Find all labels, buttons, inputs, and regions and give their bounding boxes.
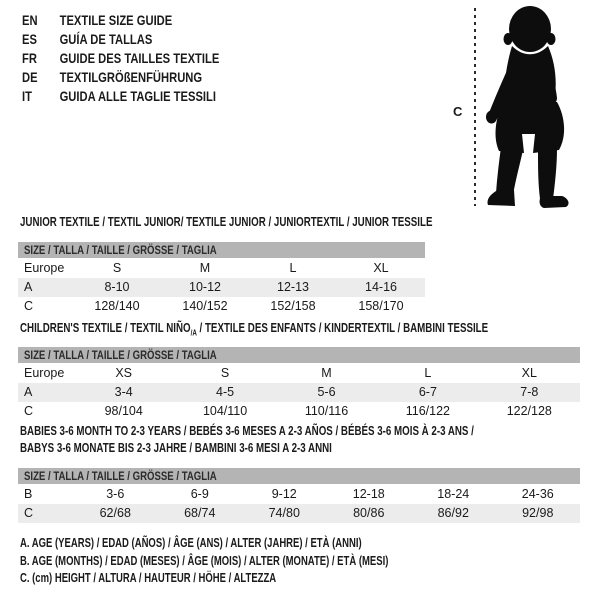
row-label: C bbox=[24, 506, 34, 520]
size-cell: 98/104 bbox=[104, 404, 143, 418]
size-cell: 7-8 bbox=[520, 385, 539, 399]
toddler-leg-right bbox=[538, 148, 557, 199]
size-cell: 62/68 bbox=[99, 506, 131, 520]
language-row bbox=[22, 11, 219, 30]
legend-note-line: A. AGE (YEARS) / EDAD (AÑOS) / ÂGE (ANS) / ALTER (JAHRE) / ETÀ (ANNI) bbox=[20, 536, 362, 550]
size-cell: 68/74 bbox=[184, 506, 216, 520]
language-row bbox=[22, 68, 219, 87]
toddler-foot-left bbox=[487, 190, 515, 206]
legend-notes bbox=[20, 535, 505, 588]
table-row bbox=[18, 259, 425, 278]
table-row bbox=[18, 402, 580, 421]
size-header-bar bbox=[18, 347, 580, 363]
language-code: FR bbox=[22, 50, 37, 66]
size-header-label: SIZE / TALLA / TAILLE / GRÖSSE / TAGLIA bbox=[24, 469, 217, 483]
height-dashed-line bbox=[474, 8, 476, 206]
junior-table-title bbox=[20, 214, 549, 231]
size-cell: S bbox=[220, 366, 230, 380]
language-code: ES bbox=[22, 31, 37, 47]
size-header-bar bbox=[18, 242, 425, 258]
table-title-line bbox=[20, 214, 432, 231]
size-cell: S bbox=[112, 261, 122, 275]
language-row bbox=[22, 87, 219, 106]
height-c-label: C bbox=[453, 104, 463, 119]
size-cell: 92/98 bbox=[522, 506, 554, 520]
language-code: DE bbox=[22, 69, 38, 85]
size-cell: 6-9 bbox=[190, 487, 209, 501]
size-cell: M bbox=[321, 366, 332, 380]
legend-note-line: B. AGE (MONTHS) / EDAD (MESES) / ÂGE (MOIS) / ALTER (MONATE) / ETÀ (MESI) bbox=[20, 553, 389, 568]
table-title-text: CHILDREN'S TEXTILE / TEXTIL NIÑO bbox=[20, 321, 191, 335]
language-row bbox=[22, 49, 219, 68]
table-title-line bbox=[20, 320, 488, 342]
size-cell: 116/122 bbox=[405, 404, 451, 418]
toddler-head bbox=[509, 6, 551, 52]
language-title: TEXTILE SIZE GUIDE bbox=[59, 12, 173, 28]
row-label: A bbox=[24, 385, 33, 399]
size-cell: 122/128 bbox=[506, 404, 552, 418]
size-cell: 12-13 bbox=[277, 280, 309, 294]
language-code: IT bbox=[22, 88, 32, 104]
row-label: Europe bbox=[24, 261, 65, 275]
size-cell: 86/92 bbox=[437, 506, 469, 520]
table-row bbox=[18, 297, 425, 316]
size-cell: 140/152 bbox=[182, 299, 228, 313]
children-size-table bbox=[18, 347, 580, 421]
table-title-line bbox=[20, 423, 474, 440]
size-cell: 12-18 bbox=[352, 487, 385, 501]
size-cell: XL bbox=[373, 261, 389, 275]
language-title: GUÍA DE TALLAS bbox=[59, 31, 153, 47]
toddler-foot-right bbox=[540, 196, 569, 208]
size-cell: 128/140 bbox=[94, 299, 140, 313]
size-cell: 74/80 bbox=[268, 506, 300, 520]
size-header-label: SIZE / TALLA / TAILLE / GRÖSSE / TAGLIA bbox=[24, 348, 217, 362]
table-title-text: /A bbox=[190, 328, 197, 338]
size-cell: 18-24 bbox=[437, 487, 470, 501]
row-label: C bbox=[24, 299, 34, 313]
language-header bbox=[22, 11, 269, 106]
size-cell: XS bbox=[115, 366, 133, 380]
toddler-silhouette-image bbox=[486, 6, 578, 208]
size-cell: M bbox=[199, 261, 211, 275]
table-title-text: JUNIOR TEXTILE / TEXTIL JUNIOR/ TEXTILE JUNIOR / JUNIORTEXTIL / JUNIOR TESSILE bbox=[20, 215, 433, 229]
size-cell: 5-6 bbox=[317, 385, 336, 399]
row-label: Europe bbox=[24, 366, 65, 380]
size-header-label: SIZE / TALLA / TAILLE / GRÖSSE / TAGLIA bbox=[24, 243, 217, 257]
size-cell: 110/116 bbox=[304, 404, 349, 418]
size-cell: 9-12 bbox=[271, 487, 297, 501]
children-table-title bbox=[20, 320, 600, 342]
table-row bbox=[18, 364, 580, 383]
toddler-leg-left bbox=[496, 147, 523, 195]
table-row bbox=[18, 278, 425, 297]
toddler-ear-left bbox=[504, 33, 513, 45]
table-title-text: / TEXTILE DES ENFANTS / KINDERTEXTIL / BAMBINI TESSILE bbox=[196, 321, 489, 335]
language-title: GUIDA ALLE TAGLIE TESSILI bbox=[59, 88, 216, 104]
size-cell: L bbox=[424, 366, 432, 380]
size-cell: 4-5 bbox=[216, 385, 235, 399]
size-cell: 24-36 bbox=[521, 487, 554, 501]
size-cell: L bbox=[289, 261, 297, 275]
language-title: TEXTILGRÖßENFÜHRUNG bbox=[59, 69, 203, 85]
size-cell: 3-4 bbox=[114, 385, 133, 399]
table-title-line bbox=[20, 440, 474, 457]
toddler-ear-right bbox=[547, 33, 556, 45]
size-cell: 8-10 bbox=[104, 280, 130, 294]
language-code: EN bbox=[22, 12, 38, 28]
babies-size-table bbox=[18, 468, 580, 523]
toddler-hand-left bbox=[486, 111, 497, 124]
language-title: GUIDE DES TAILLES TEXTILE bbox=[59, 50, 220, 66]
table-row bbox=[18, 383, 580, 402]
row-label: C bbox=[24, 404, 34, 418]
table-title-text: BABIES 3-6 MONTH TO 2-3 YEARS / BEBÉS 3-6 MESES A 2-3 AÑOS / BÉBÉS 3-6 MOIS À 2-3 ANS / bbox=[20, 424, 474, 438]
row-label: A bbox=[24, 280, 33, 294]
table-title-text: BABYS 3-6 MONATE BIS 2-3 JAHRE / BAMBINI 3-6 MESI A 2-3 ANNI bbox=[20, 441, 332, 455]
size-cell: 6-7 bbox=[418, 385, 437, 399]
junior-size-table bbox=[18, 242, 425, 316]
size-cell: 152/158 bbox=[270, 299, 316, 313]
size-cell: 158/170 bbox=[358, 299, 404, 313]
size-cell: 104/110 bbox=[202, 404, 248, 418]
table-row bbox=[18, 504, 580, 523]
size-cell: 3-6 bbox=[106, 487, 125, 501]
size-cell: 80/86 bbox=[353, 506, 385, 520]
size-cell: XL bbox=[521, 366, 537, 380]
size-header-bar bbox=[18, 468, 580, 484]
size-cell: 14-16 bbox=[365, 280, 397, 294]
toddler-shorts bbox=[496, 102, 565, 153]
legend-note-line: C. (cm) HEIGHT / ALTURA / HAUTEUR / HÖHE / ALTEZZA bbox=[20, 571, 277, 585]
table-row bbox=[18, 485, 580, 504]
size-cell: 10-12 bbox=[189, 280, 221, 294]
row-label: B bbox=[24, 487, 33, 501]
babies-table-title bbox=[20, 423, 600, 457]
language-row bbox=[22, 30, 219, 49]
